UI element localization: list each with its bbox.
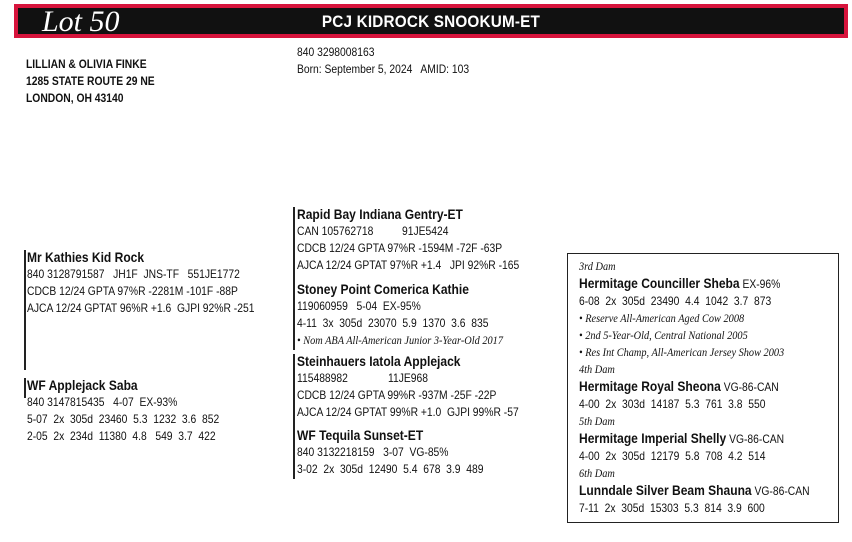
animal-info	[297, 44, 469, 78]
sire-line: 840 3128791587 JH1F JNS-TF 551JE1772	[27, 267, 240, 281]
registration-number: 840 3298008163	[297, 45, 375, 59]
dam3-score: EX-96%	[739, 277, 781, 291]
dam-dam-name: WF Tequila Sunset-ET	[297, 427, 424, 443]
dam4-name: Hermitage Royal Sheona	[579, 378, 721, 394]
animal-name: PCJ KIDROCK SNOOKUM-ET	[321, 12, 541, 31]
sire-sire-name: Rapid Bay Indiana Gentry-ET	[297, 206, 463, 222]
sire-block	[27, 249, 254, 317]
sire-sire-line: CAN 105762718 91JE5424	[297, 224, 449, 238]
lot-number: Lot 50	[42, 5, 120, 38]
sire-parents-bracket	[293, 207, 295, 350]
dam5-name: Hermitage Imperial Shelly	[579, 430, 727, 446]
dam6-name: Lunndale Silver Beam Shauna	[579, 482, 752, 498]
dam3-note: • Res Int Champ, All-American Jersey Show 2003	[579, 345, 785, 359]
dam5-score: VG-86-CAN	[726, 432, 785, 446]
dam-line: 2-05 2x 234d 11380 4.8 549 3.7 422	[27, 429, 216, 443]
dam3-label: 3rd Dam	[579, 259, 616, 273]
sire-dam-note: • Nom ABA All-American Junior 3-Year-Old 2017	[297, 333, 503, 347]
sire-name: Mr Kathies Kid Rock	[27, 249, 145, 265]
sire-dam-name: Stoney Point Comerica Kathie	[297, 281, 469, 297]
sire-line: CDCB 12/24 GPTA 97%R -2281M -101F -88P	[27, 284, 238, 298]
sire-sire-block	[297, 206, 519, 274]
sire-sire-line: CDCB 12/24 GPTA 97%R -1594M -72F -63P	[297, 241, 503, 255]
dam4-label: 4th Dam	[579, 362, 615, 376]
dam3-note: • 2nd 5-Year-Old, Central National 2005	[579, 328, 748, 342]
dam-parents-bracket	[293, 354, 295, 479]
maternal-line-content	[579, 258, 810, 517]
dam5-record: 4-00 2x 305d 12179 5.8 708 4.2 514	[579, 449, 766, 463]
lot-banner	[14, 4, 848, 38]
sire-bracket	[24, 250, 26, 370]
dam3-name: Hermitage Counciller Sheba	[579, 275, 740, 291]
dam-dam-block	[297, 427, 483, 478]
dam-bracket	[24, 378, 26, 398]
sire-line: AJCA 12/24 GPTAT 96%R +1.6 GJPI 92%R -251	[27, 301, 255, 315]
sire-dam-line: 4-11 3x 305d 23070 5.9 1370 3.6 835	[297, 316, 489, 330]
sire-sire-line: AJCA 12/24 GPTAT 97%R +1.4 JPI 92%R -165	[297, 258, 520, 272]
dam-sire-line: CDCB 12/24 GPTA 99%R -937M -25F -22P	[297, 388, 497, 402]
sire-dam-line: 119060959 5-04 EX-95%	[297, 299, 421, 313]
owner-address-line2: LONDON, OH 43140	[26, 91, 124, 105]
birth-and-amid: Born: September 5, 2024 AMID: 103	[297, 62, 470, 76]
dam-block	[27, 377, 219, 445]
dam4-record: 4-00 2x 303d 14187 5.3 761 3.8 550	[579, 397, 766, 411]
dam-name: WF Applejack Saba	[27, 377, 138, 393]
dam-line: 5-07 2x 305d 23460 5.3 1232 3.6 852	[27, 412, 220, 426]
dam6-label: 6th Dam	[579, 466, 615, 480]
dam-sire-line: 115488982 11JE968	[297, 371, 429, 385]
dam-line: 840 3147815435 4-07 EX-93%	[27, 395, 178, 409]
dam-dam-line: 840 3132218159 3-07 VG-85%	[297, 445, 449, 459]
dam6-record: 7-11 2x 305d 15303 5.3 814 3.9 600	[579, 501, 765, 515]
sire-dam-block	[297, 281, 503, 349]
owner-block	[26, 56, 155, 107]
banner-inner	[18, 5, 844, 38]
dam-sire-block	[297, 353, 519, 421]
dam5-label: 5th Dam	[579, 414, 615, 428]
dam-sire-line: AJCA 12/24 GPTAT 99%R +1.0 GJPI 99%R -57	[297, 405, 519, 419]
dam6-score: VG-86-CAN	[751, 484, 810, 498]
owner-name: LILLIAN & OLIVIA FINKE	[26, 57, 147, 71]
owner-address-line1: 1285 STATE ROUTE 29 NE	[26, 74, 155, 88]
dam3-note: • Reserve All-American Aged Cow 2008	[579, 311, 745, 325]
dam-sire-name: Steinhauers Iatola Applejack	[297, 353, 461, 369]
dam3-record: 6-08 2x 305d 23490 4.4 1042 3.7 873	[579, 294, 772, 308]
dam-dam-line: 3-02 2x 305d 12490 5.4 678 3.9 489	[297, 462, 484, 476]
dam4-score: VG-86-CAN	[720, 380, 779, 394]
